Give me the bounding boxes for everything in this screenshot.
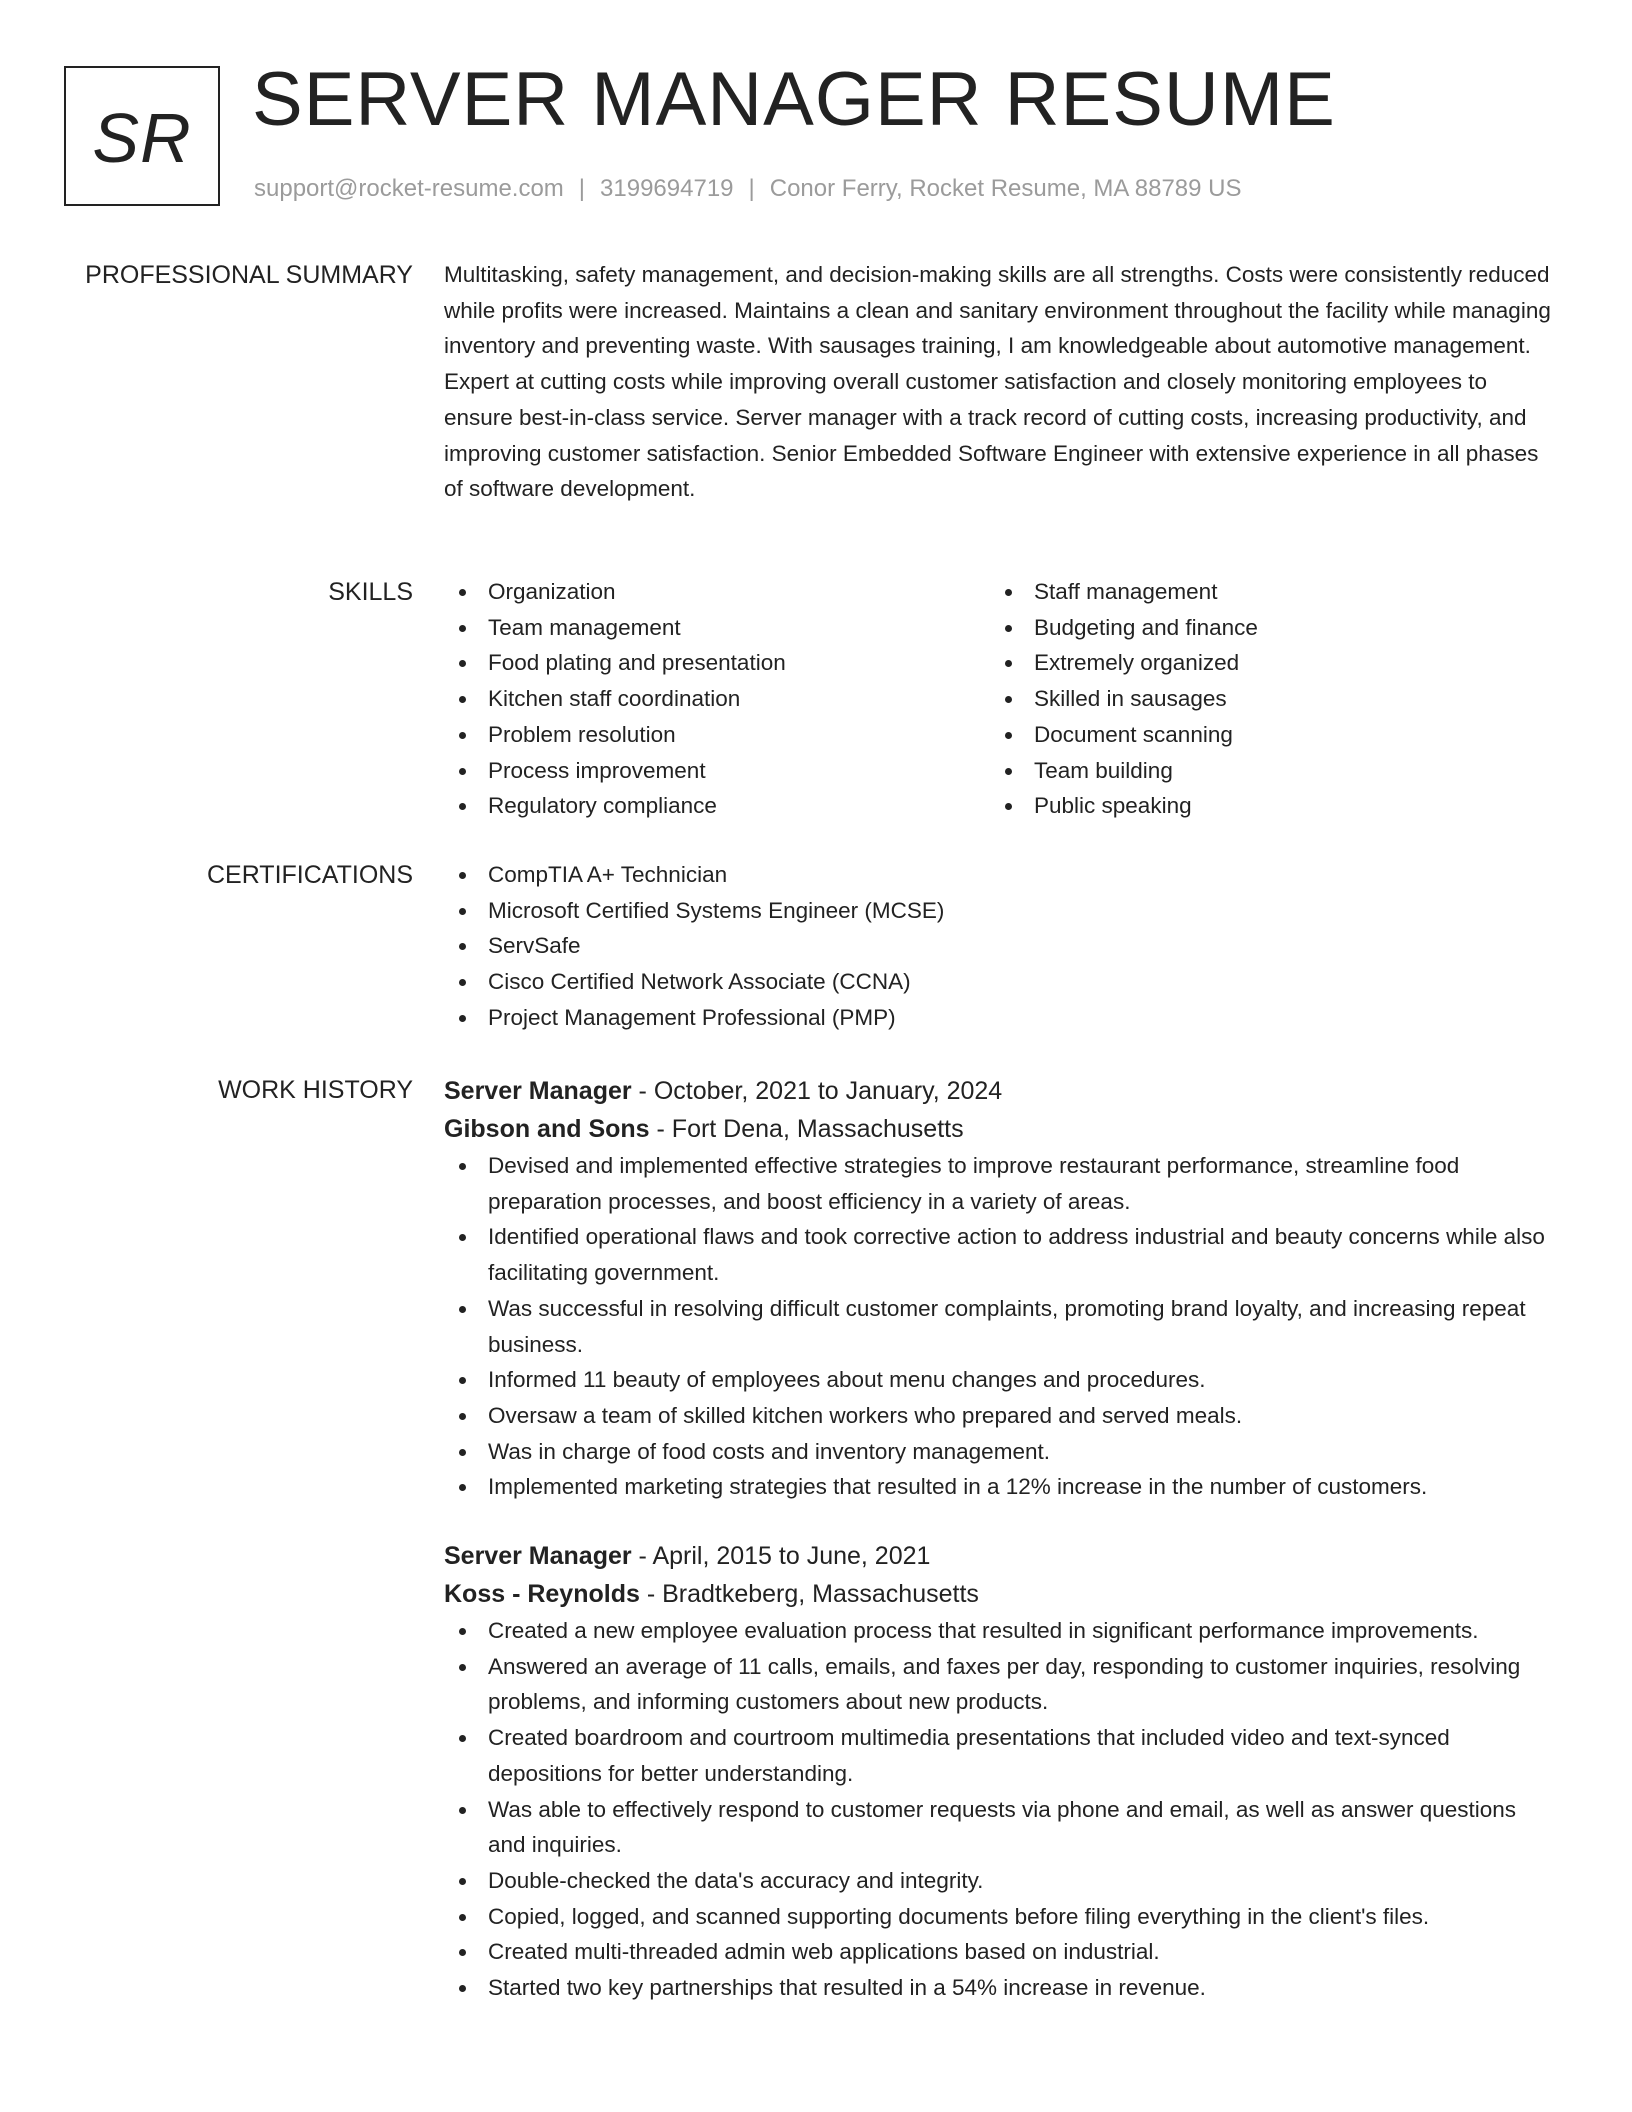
job-company: Koss - Reynolds <box>444 1580 640 1609</box>
skill-item: Budgeting and finance <box>990 610 1536 646</box>
summary-text: Multitasking, safety management, and decision-making skills are all strengths. Costs were consistently reduced while profits were increased. Maintains a clean and sanitary environment throughout the facility while managing inventory and preventing waste. With sausages training, I am knowledgeable about automotive management. Expert at cutting costs while improving overall customer satisfaction and closely monitoring employees to ensure best-in-class service. Server manager with a track record of cutting costs, increasing productivity, and improving customer satisfaction. Senior Embedded Software Engineer with extensive experience in all phases of software development. <box>444 262 1551 502</box>
job-duty-item: Informed 11 beauty of employees about menu changes and procedures. <box>444 1362 1556 1398</box>
certifications-list <box>444 857 1556 1036</box>
skill-item: Extremely organized <box>990 645 1536 681</box>
job-company: Gibson and Sons <box>444 1115 650 1143</box>
skill-item: Kitchen staff coordination <box>444 681 990 717</box>
skill-item: Food plating and presentation <box>444 645 990 681</box>
job-company-line <box>444 1575 1556 1613</box>
job-duty-item: Implemented marketing strategies that resulted in a 12% increase in the number of customers. <box>444 1469 1556 1505</box>
job-entry <box>444 1537 1556 2006</box>
contact-email[interactable]: support@rocket-resume.com <box>254 175 564 202</box>
skill-item: Organization <box>444 574 990 610</box>
job-title-line <box>444 1537 1556 1575</box>
skills-list-left <box>444 574 990 824</box>
resume-title: SERVER MANAGER RESUME <box>252 57 1336 142</box>
certifications-body <box>444 857 1556 1036</box>
job-duties-list <box>444 1148 1556 1505</box>
job-dates: - October, 2021 to January, 2024 <box>631 1077 1003 1105</box>
skills-list-right <box>990 574 1536 824</box>
job-duty-item: Double-checked the data's accuracy and integrity. <box>444 1863 1556 1899</box>
skill-item: Staff management <box>990 574 1536 610</box>
section-heading-skills: SKILLS <box>328 578 413 606</box>
skill-item: Document scanning <box>990 717 1536 753</box>
job-title: Server Manager <box>444 1542 632 1571</box>
section-heading-summary: PROFESSIONAL SUMMARY <box>85 261 413 289</box>
certification-item: CompTIA A+ Technician <box>444 857 1556 893</box>
skill-item: Skilled in sausages <box>990 681 1536 717</box>
job-location: - Fort Dena, Massachusetts <box>649 1115 964 1143</box>
certification-item: ServSafe <box>444 928 1556 964</box>
job-company-line <box>444 1110 1556 1148</box>
certification-item: Project Management Professional (PMP) <box>444 1000 1556 1036</box>
contact-address: Conor Ferry, Rocket Resume, MA 88789 US <box>769 175 1242 202</box>
job-duty-item: Created boardroom and courtroom multimedia presentations that included video and text-synced depositions for better understanding. <box>444 1720 1556 1791</box>
job-title: Server Manager <box>444 1077 632 1105</box>
job-duties-list <box>444 1613 1556 2006</box>
contact-line <box>254 172 1242 206</box>
certification-item: Cisco Certified Network Associate (CCNA) <box>444 964 1556 1000</box>
skills-body <box>444 574 1556 824</box>
job-title-line <box>444 1072 1556 1110</box>
job-duty-item: Copied, logged, and scanned supporting documents before filing everything in the client's files. <box>444 1899 1556 1935</box>
skill-item: Regulatory compliance <box>444 788 990 824</box>
summary-body <box>444 257 1556 507</box>
job-duty-item: Oversaw a team of skilled kitchen workers who prepared and served meals. <box>444 1398 1556 1434</box>
contact-separator: | <box>748 175 755 202</box>
contact-phone[interactable]: 3199694719 <box>600 175 734 202</box>
job-duty-item: Was able to effectively respond to customer requests via phone and email, as well as answer questions and inquiries. <box>444 1792 1556 1863</box>
job-duty-item: Answered an average of 11 calls, emails, and faxes per day, responding to customer inquiries, resolving problems, and informing customers about new products. <box>444 1649 1556 1720</box>
job-duty-item: Identified operational flaws and took corrective action to address industrial and beauty concerns while also facilitating government. <box>444 1219 1556 1290</box>
job-entry <box>444 1072 1556 1505</box>
skill-item: Public speaking <box>990 788 1536 824</box>
job-duty-item: Created multi-threaded admin web applications based on industrial. <box>444 1934 1556 1970</box>
monogram-initials: SR <box>92 99 192 177</box>
skill-item: Team building <box>990 753 1536 789</box>
skill-item: Problem resolution <box>444 717 990 753</box>
certification-item: Microsoft Certified Systems Engineer (MCSE) <box>444 893 1556 929</box>
monogram-badge <box>64 66 220 206</box>
job-location: - Bradtkeberg, Massachusetts <box>639 1580 979 1609</box>
job-duty-item: Started two key partnerships that resulted in a 54% increase in revenue. <box>444 1970 1556 2006</box>
job-dates: - April, 2015 to June, 2021 <box>631 1542 931 1571</box>
section-heading-work-history: WORK HISTORY <box>218 1076 413 1104</box>
skill-item: Process improvement <box>444 753 990 789</box>
job-duty-item: Created a new employee evaluation process that resulted in significant performance improvements. <box>444 1613 1556 1649</box>
skill-item: Team management <box>444 610 990 646</box>
job-duty-item: Devised and implemented effective strategies to improve restaurant performance, streamline food preparation processes, and boost efficiency in a variety of areas. <box>444 1148 1556 1219</box>
contact-separator: | <box>578 175 586 202</box>
job-duty-item: Was successful in resolving difficult customer complaints, promoting brand loyalty, and increasing repeat business. <box>444 1291 1556 1362</box>
job-duty-item: Was in charge of food costs and inventory management. <box>444 1434 1556 1470</box>
section-heading-certifications: CERTIFICATIONS <box>206 861 413 889</box>
work-history-body <box>444 1072 1556 2006</box>
